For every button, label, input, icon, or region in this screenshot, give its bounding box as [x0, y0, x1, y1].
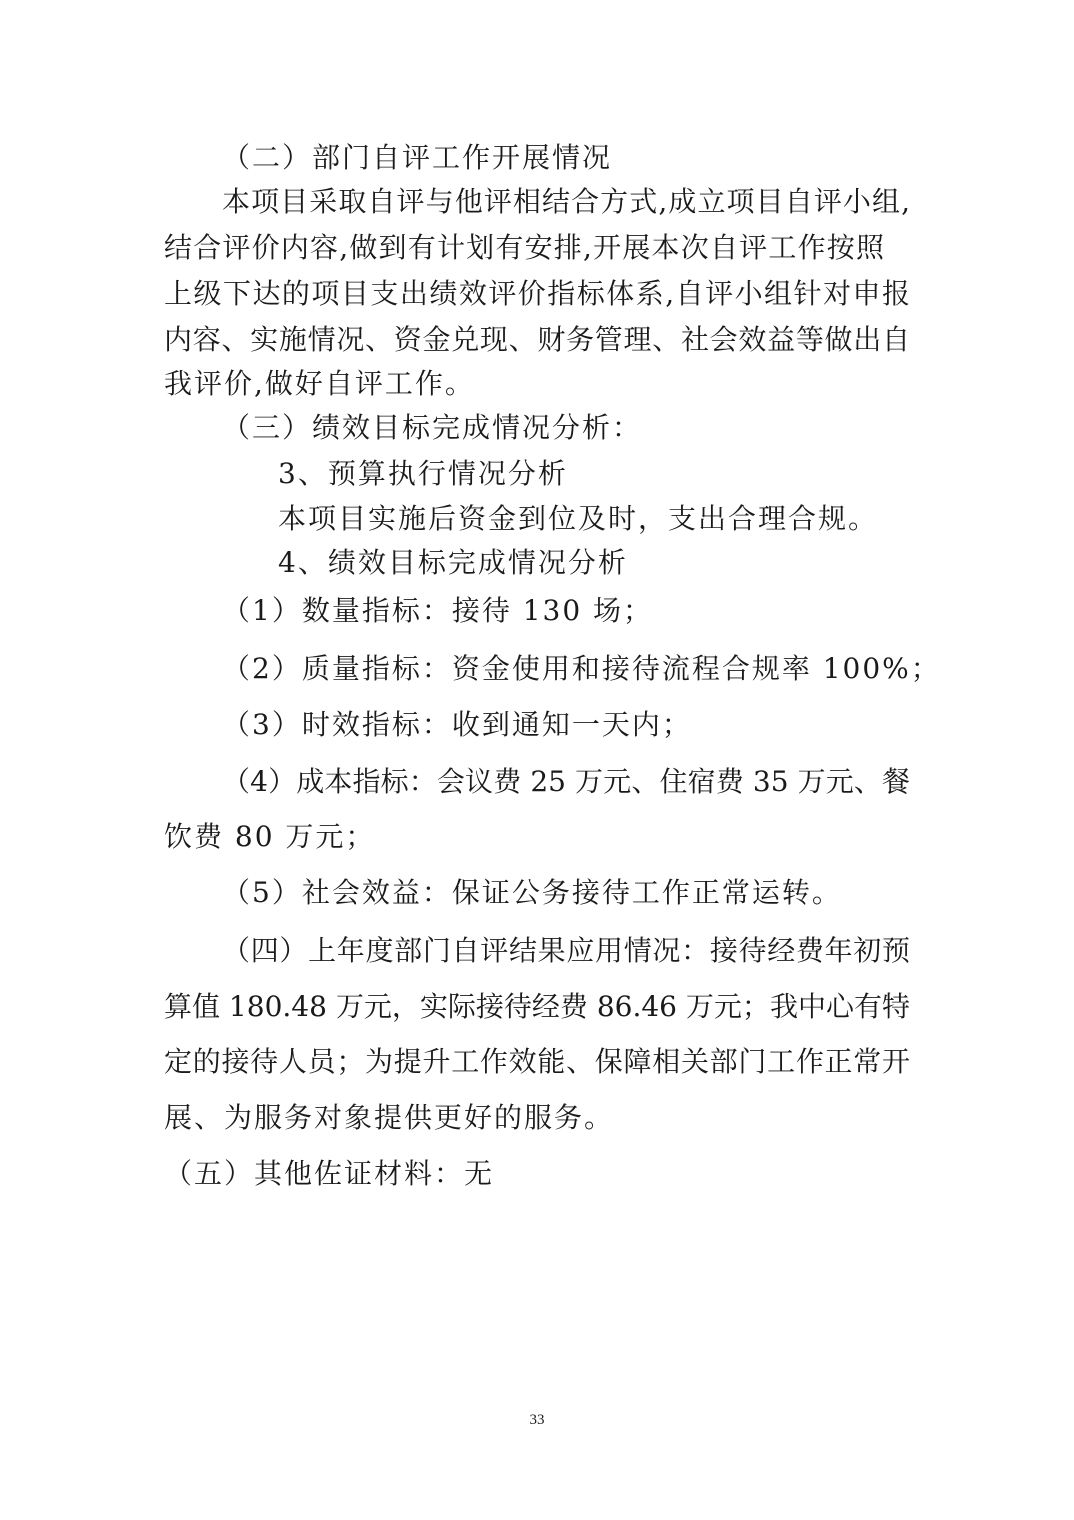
indicator-quantity: （1）数量指标：接待 130 场；	[222, 594, 654, 627]
section-2-paragraph-line: 内容、实施情况、资金兑现、财务管理、社会效益等做出自	[164, 323, 910, 356]
section-4-paragraph-line: （四）上年度部门自评结果应用情况：接待经费年初预	[222, 934, 910, 967]
section-2-paragraph-line: 我评价,做好自评工作。	[164, 367, 475, 400]
section-4-paragraph-line: 定的接待人员；为提升工作效能、保障相关部门工作正常开	[164, 1045, 910, 1078]
section-2-paragraph-line: 上级下达的项目支出绩效评价指标体系,自评小组针对申报	[164, 277, 910, 310]
indicator-cost-continued: 饮费 80 万元；	[164, 820, 376, 853]
indicator-quality: （2）质量指标：资金使用和接待流程合规率 100%；	[222, 652, 941, 685]
indicator-cost: （4）成本指标：会议费 25 万元、住宿费 35 万元、餐	[222, 765, 910, 798]
section-2-paragraph-line: 结合评价内容,做到有计划有安排,开展本次自评工作按照	[164, 231, 884, 264]
section-5-heading: （五）其他佐证材料：无	[164, 1157, 495, 1190]
subsection-3-text: 本项目实施后资金到位及时，支出合理合规。	[278, 502, 879, 535]
section-2-paragraph-line: 本项目采取自评与他评相结合方式,成立项目自评小组,	[222, 185, 910, 218]
indicator-social-benefit: （5）社会效益：保证公务接待工作正常运转。	[222, 876, 842, 909]
indicator-timeliness: （3）时效指标：收到通知一天内；	[222, 708, 692, 741]
section-4-paragraph-line: 展、为服务对象提供更好的服务。	[164, 1101, 615, 1134]
page-number: 33	[529, 1412, 545, 1428]
subsection-3-heading: 3、预算执行情况分析	[278, 457, 568, 490]
section-3-heading: （三）绩效目标完成情况分析：	[222, 411, 643, 444]
subsection-4-heading: 4、绩效目标完成情况分析	[278, 546, 628, 579]
section-2-heading: （二）部门自评工作开展情况	[222, 141, 613, 174]
section-4-paragraph-line: 算值 180.48 万元，实际接待经费 86.46 万元；我中心有特	[164, 990, 910, 1023]
